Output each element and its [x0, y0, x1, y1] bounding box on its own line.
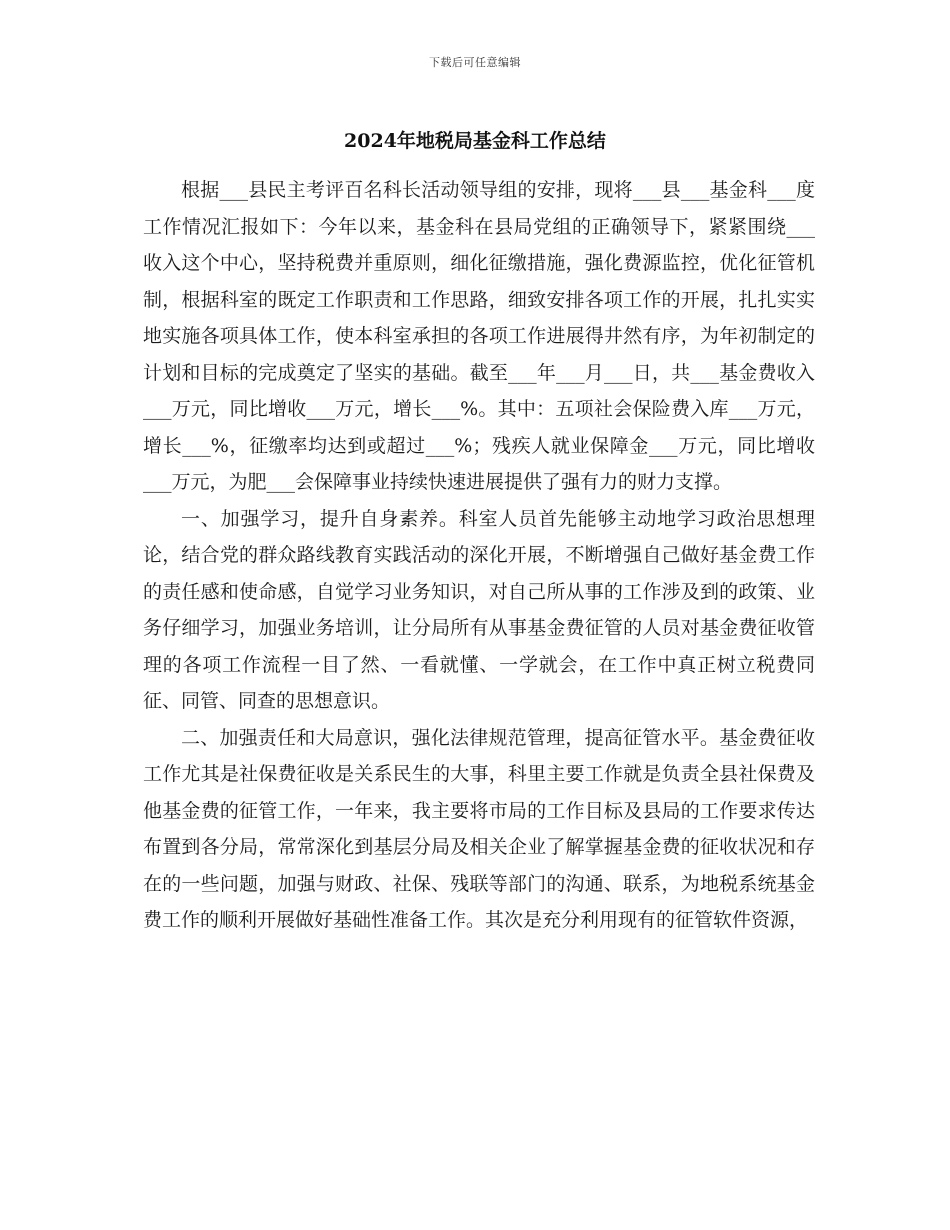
paragraph-section-2: 二、加强责任和大局意识，强化法律规范管理，提高征管水平。基金费征收工作尤其是社保费征收是关系民生的大事，科里主要工作就是负责全县社保费及他基金费的征管工作，一年来，我主要将市局的工作目标及县局的工作要求传达布置到各分局，常常深化到基层分局及相关企业了解掌握基金费的征收状况和存在的一些问题，加强与财政、社保、残联等部门的沟通、联系，为地税系统基金费工作的顺利开展做好基础性准备工作。其次是充分利用现有的征管软件资源，	[143, 726, 815, 931]
header-note: 下载后可任意编辑	[429, 56, 521, 69]
paragraph-section-1: 一、加强学习，提升自身素养。科室人员首先能够主动地学习政治思想理论，结合党的群众路线教育实践活动的深化开展，不断增强自己做好基金费工作的责任感和使命感，自觉学习业务知识，对自己所从事的工作涉及到的政策、业务仔细学习，加强业务培训，让分局所有从事基金费征管的人员对基金费征收管理的各项工作流程一目了然、一看就懂、一学就会，在工作中真正树立税费同征、同管、同查的思想意识。	[143, 507, 815, 712]
document-body	[143, 172, 815, 939]
document-title: 2024年地税局基金科工作总结	[344, 130, 606, 152]
paragraph-intro: 根据___县民主考评百名科长活动领导组的安排，现将___县___基金科___度工作情况汇报如下：今年以来，基金科在县局党组的正确领导下，紧紧围绕___收入这个中心，坚持税费并重原则，细化征缴措施，强化费源监控，优化征管机制，根据科室的既定工作职责和工作思路，细致安排各项工作的开展，扎扎实实地实施各项具体工作，使本科室承担的各项工作进展得井然有序，为年初制定的计划和目标的完成奠定了坚实的基础。截至___年___月___日，共___基金费收入___万元，同比增收___万元，增长___%。其中：五项社会保险费入库___万元，增长___%，征缴率均达到或超过___%；残疾人就业保障金___万元，同比增收___万元，为肥___会保障事业持续快速进展提供了强有力的财力支撑。	[143, 179, 815, 493]
